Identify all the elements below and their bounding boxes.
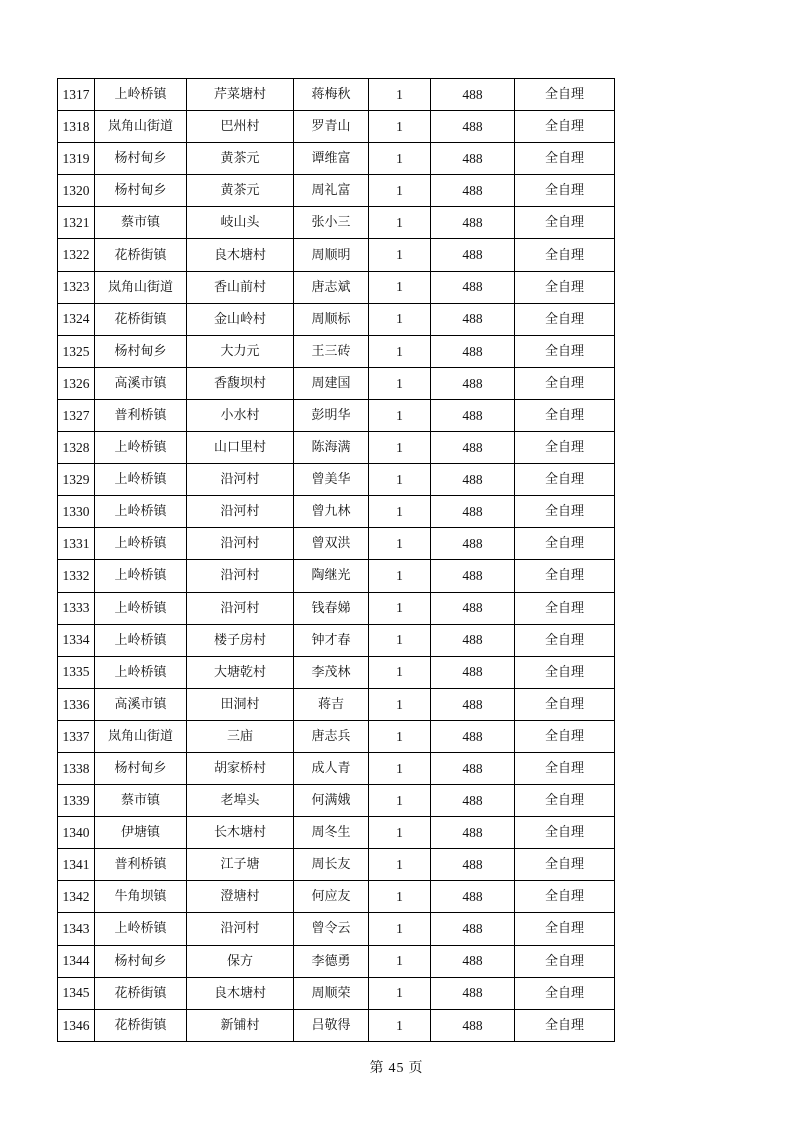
table-row [58,239,615,271]
count-cell: 1 [369,239,431,271]
town-cell: 上岭桥镇 [95,79,187,111]
person-name-cell: 周礼富 [294,175,369,207]
count-cell: 1 [369,175,431,207]
table-row [58,175,615,207]
person-name-cell: 周长友 [294,849,369,881]
amount-cell: 488 [431,752,515,784]
town-cell: 牛角坝镇 [95,881,187,913]
row-number-cell: 1323 [58,271,95,303]
table-row [58,303,615,335]
person-name-cell: 陈海满 [294,432,369,464]
care-type-cell: 全自理 [515,528,615,560]
row-number-cell: 1334 [58,624,95,656]
table-row [58,367,615,399]
town-cell: 伊塘镇 [95,817,187,849]
person-name-cell: 成人青 [294,752,369,784]
town-cell: 上岭桥镇 [95,560,187,592]
person-name-cell: 谭维富 [294,143,369,175]
person-name-cell: 唐志斌 [294,271,369,303]
amount-cell: 488 [431,624,515,656]
row-number-cell: 1322 [58,239,95,271]
village-cell: 香山前村 [187,271,294,303]
town-cell: 上岭桥镇 [95,464,187,496]
care-type-cell: 全自理 [515,913,615,945]
count-cell: 1 [369,849,431,881]
village-cell: 沿河村 [187,560,294,592]
table-row [58,560,615,592]
row-number-cell: 1330 [58,496,95,528]
row-number-cell: 1340 [58,817,95,849]
count-cell: 1 [369,111,431,143]
person-name-cell: 蒋梅秋 [294,79,369,111]
village-cell: 黄茶元 [187,143,294,175]
count-cell: 1 [369,945,431,977]
count-cell: 1 [369,399,431,431]
count-cell: 1 [369,592,431,624]
table-row [58,656,615,688]
care-type-cell: 全自理 [515,849,615,881]
row-number-cell: 1325 [58,335,95,367]
count-cell: 1 [369,752,431,784]
row-number-cell: 1320 [58,175,95,207]
care-type-cell: 全自理 [515,432,615,464]
row-number-cell: 1331 [58,528,95,560]
amount-cell: 488 [431,335,515,367]
count-cell: 1 [369,817,431,849]
amount-cell: 488 [431,143,515,175]
table-row [58,79,615,111]
count-cell: 1 [369,496,431,528]
row-number-cell: 1332 [58,560,95,592]
person-name-cell: 曾美华 [294,464,369,496]
care-type-cell: 全自理 [515,881,615,913]
row-number-cell: 1321 [58,207,95,239]
table-row [58,335,615,367]
count-cell: 1 [369,367,431,399]
village-cell: 良木塘村 [187,239,294,271]
care-type-cell: 全自理 [515,367,615,399]
page-prefix: 第 [369,1060,385,1076]
care-type-cell: 全自理 [515,399,615,431]
row-number-cell: 1343 [58,913,95,945]
amount-cell: 488 [431,496,515,528]
count-cell: 1 [369,560,431,592]
page-suffix: 页 [408,1060,424,1076]
table-row [58,528,615,560]
person-name-cell: 彭明华 [294,399,369,431]
count-cell: 1 [369,688,431,720]
table-row [58,752,615,784]
person-name-cell: 李德勇 [294,945,369,977]
table-row [58,624,615,656]
row-number-cell: 1317 [58,79,95,111]
town-cell: 花桥街镇 [95,977,187,1009]
town-cell: 杨村甸乡 [95,335,187,367]
town-cell: 岚角山街道 [95,720,187,752]
person-name-cell: 曾令云 [294,913,369,945]
town-cell: 杨村甸乡 [95,945,187,977]
row-number-cell: 1318 [58,111,95,143]
amount-cell: 488 [431,432,515,464]
count-cell: 1 [369,271,431,303]
person-name-cell: 陶继光 [294,560,369,592]
count-cell: 1 [369,143,431,175]
page-footer [0,1057,793,1077]
village-cell: 田洞村 [187,688,294,720]
village-cell: 小水村 [187,399,294,431]
count-cell: 1 [369,432,431,464]
town-cell: 岚角山街道 [95,111,187,143]
amount-cell: 488 [431,720,515,752]
table-row [58,720,615,752]
town-cell: 蔡市镇 [95,207,187,239]
amount-cell: 488 [431,881,515,913]
records-table [57,78,615,1042]
town-cell: 上岭桥镇 [95,592,187,624]
care-type-cell: 全自理 [515,335,615,367]
table-body [58,79,615,1042]
village-cell: 江子塘 [187,849,294,881]
town-cell: 杨村甸乡 [95,175,187,207]
amount-cell: 488 [431,79,515,111]
table-row [58,945,615,977]
page-number: 45 [388,1061,405,1076]
town-cell: 普利桥镇 [95,849,187,881]
town-cell: 杨村甸乡 [95,752,187,784]
village-cell: 岐山头 [187,207,294,239]
row-number-cell: 1328 [58,432,95,464]
person-name-cell: 王三砖 [294,335,369,367]
village-cell: 黄茶元 [187,175,294,207]
care-type-cell: 全自理 [515,624,615,656]
amount-cell: 488 [431,1009,515,1041]
count-cell: 1 [369,624,431,656]
person-name-cell: 钱春娣 [294,592,369,624]
table-row [58,881,615,913]
count-cell: 1 [369,720,431,752]
table-row [58,496,615,528]
town-cell: 普利桥镇 [95,399,187,431]
village-cell: 楼子房村 [187,624,294,656]
amount-cell: 488 [431,656,515,688]
count-cell: 1 [369,464,431,496]
village-cell: 巴州村 [187,111,294,143]
amount-cell: 488 [431,239,515,271]
count-cell: 1 [369,207,431,239]
town-cell: 高溪市镇 [95,688,187,720]
village-cell: 香馥坝村 [187,367,294,399]
table-row [58,849,615,881]
person-name-cell: 周顺荣 [294,977,369,1009]
amount-cell: 488 [431,913,515,945]
person-name-cell: 周顺标 [294,303,369,335]
care-type-cell: 全自理 [515,592,615,624]
village-cell: 沿河村 [187,913,294,945]
person-name-cell: 蒋吉 [294,688,369,720]
care-type-cell: 全自理 [515,688,615,720]
person-name-cell: 曾九林 [294,496,369,528]
person-name-cell: 钟才春 [294,624,369,656]
amount-cell: 488 [431,303,515,335]
amount-cell: 488 [431,849,515,881]
row-number-cell: 1344 [58,945,95,977]
village-cell: 沿河村 [187,464,294,496]
table-row [58,1009,615,1041]
amount-cell: 488 [431,464,515,496]
row-number-cell: 1335 [58,656,95,688]
care-type-cell: 全自理 [515,239,615,271]
table-row [58,688,615,720]
village-cell: 沿河村 [187,592,294,624]
amount-cell: 488 [431,367,515,399]
village-cell: 芹菜塘村 [187,79,294,111]
amount-cell: 488 [431,528,515,560]
person-name-cell: 何应友 [294,881,369,913]
town-cell: 蔡市镇 [95,785,187,817]
row-number-cell: 1326 [58,367,95,399]
village-cell: 胡家桥村 [187,752,294,784]
row-number-cell: 1345 [58,977,95,1009]
amount-cell: 488 [431,592,515,624]
town-cell: 上岭桥镇 [95,528,187,560]
village-cell: 大塘乾村 [187,656,294,688]
care-type-cell: 全自理 [515,496,615,528]
row-number-cell: 1346 [58,1009,95,1041]
care-type-cell: 全自理 [515,977,615,1009]
table-row [58,271,615,303]
count-cell: 1 [369,303,431,335]
count-cell: 1 [369,335,431,367]
care-type-cell: 全自理 [515,143,615,175]
row-number-cell: 1339 [58,785,95,817]
amount-cell: 488 [431,977,515,1009]
table-row [58,143,615,175]
person-name-cell: 周建国 [294,367,369,399]
row-number-cell: 1337 [58,720,95,752]
person-name-cell: 罗青山 [294,111,369,143]
village-cell: 老埠头 [187,785,294,817]
town-cell: 杨村甸乡 [95,143,187,175]
care-type-cell: 全自理 [515,817,615,849]
row-number-cell: 1338 [58,752,95,784]
person-name-cell: 李茂林 [294,656,369,688]
row-number-cell: 1324 [58,303,95,335]
table-row [58,464,615,496]
amount-cell: 488 [431,271,515,303]
care-type-cell: 全自理 [515,752,615,784]
village-cell: 大力元 [187,335,294,367]
town-cell: 花桥街镇 [95,303,187,335]
count-cell: 1 [369,977,431,1009]
person-name-cell: 何满娥 [294,785,369,817]
count-cell: 1 [369,1009,431,1041]
table-row [58,817,615,849]
count-cell: 1 [369,656,431,688]
person-name-cell: 张小三 [294,207,369,239]
row-number-cell: 1336 [58,688,95,720]
town-cell: 花桥街镇 [95,239,187,271]
care-type-cell: 全自理 [515,1009,615,1041]
village-cell: 山口里村 [187,432,294,464]
table-row [58,592,615,624]
row-number-cell: 1319 [58,143,95,175]
town-cell: 上岭桥镇 [95,624,187,656]
count-cell: 1 [369,79,431,111]
amount-cell: 488 [431,175,515,207]
row-number-cell: 1341 [58,849,95,881]
count-cell: 1 [369,528,431,560]
row-number-cell: 1333 [58,592,95,624]
village-cell: 保方 [187,945,294,977]
care-type-cell: 全自理 [515,560,615,592]
care-type-cell: 全自理 [515,207,615,239]
care-type-cell: 全自理 [515,79,615,111]
village-cell: 沿河村 [187,496,294,528]
care-type-cell: 全自理 [515,785,615,817]
table-row [58,432,615,464]
town-cell: 上岭桥镇 [95,432,187,464]
village-cell: 三庙 [187,720,294,752]
care-type-cell: 全自理 [515,656,615,688]
care-type-cell: 全自理 [515,271,615,303]
village-cell: 金山岭村 [187,303,294,335]
town-cell: 岚角山街道 [95,271,187,303]
care-type-cell: 全自理 [515,720,615,752]
person-name-cell: 唐志兵 [294,720,369,752]
care-type-cell: 全自理 [515,945,615,977]
amount-cell: 488 [431,111,515,143]
amount-cell: 488 [431,207,515,239]
table-row [58,913,615,945]
amount-cell: 488 [431,688,515,720]
table-row [58,207,615,239]
count-cell: 1 [369,881,431,913]
town-cell: 上岭桥镇 [95,496,187,528]
village-cell: 沿河村 [187,528,294,560]
table-row [58,111,615,143]
village-cell: 良木塘村 [187,977,294,1009]
table-row [58,399,615,431]
amount-cell: 488 [431,817,515,849]
person-name-cell: 周冬生 [294,817,369,849]
care-type-cell: 全自理 [515,464,615,496]
row-number-cell: 1329 [58,464,95,496]
town-cell: 上岭桥镇 [95,913,187,945]
count-cell: 1 [369,913,431,945]
care-type-cell: 全自理 [515,111,615,143]
town-cell: 高溪市镇 [95,367,187,399]
care-type-cell: 全自理 [515,175,615,207]
village-cell: 澄塘村 [187,881,294,913]
count-cell: 1 [369,785,431,817]
town-cell: 花桥街镇 [95,1009,187,1041]
row-number-cell: 1342 [58,881,95,913]
amount-cell: 488 [431,399,515,431]
care-type-cell: 全自理 [515,303,615,335]
town-cell: 上岭桥镇 [95,656,187,688]
table-row [58,977,615,1009]
village-cell: 长木塘村 [187,817,294,849]
amount-cell: 488 [431,785,515,817]
row-number-cell: 1327 [58,399,95,431]
person-name-cell: 曾双洪 [294,528,369,560]
table-row [58,785,615,817]
person-name-cell: 周顺明 [294,239,369,271]
amount-cell: 488 [431,945,515,977]
person-name-cell: 吕敬得 [294,1009,369,1041]
village-cell: 新铺村 [187,1009,294,1041]
amount-cell: 488 [431,560,515,592]
